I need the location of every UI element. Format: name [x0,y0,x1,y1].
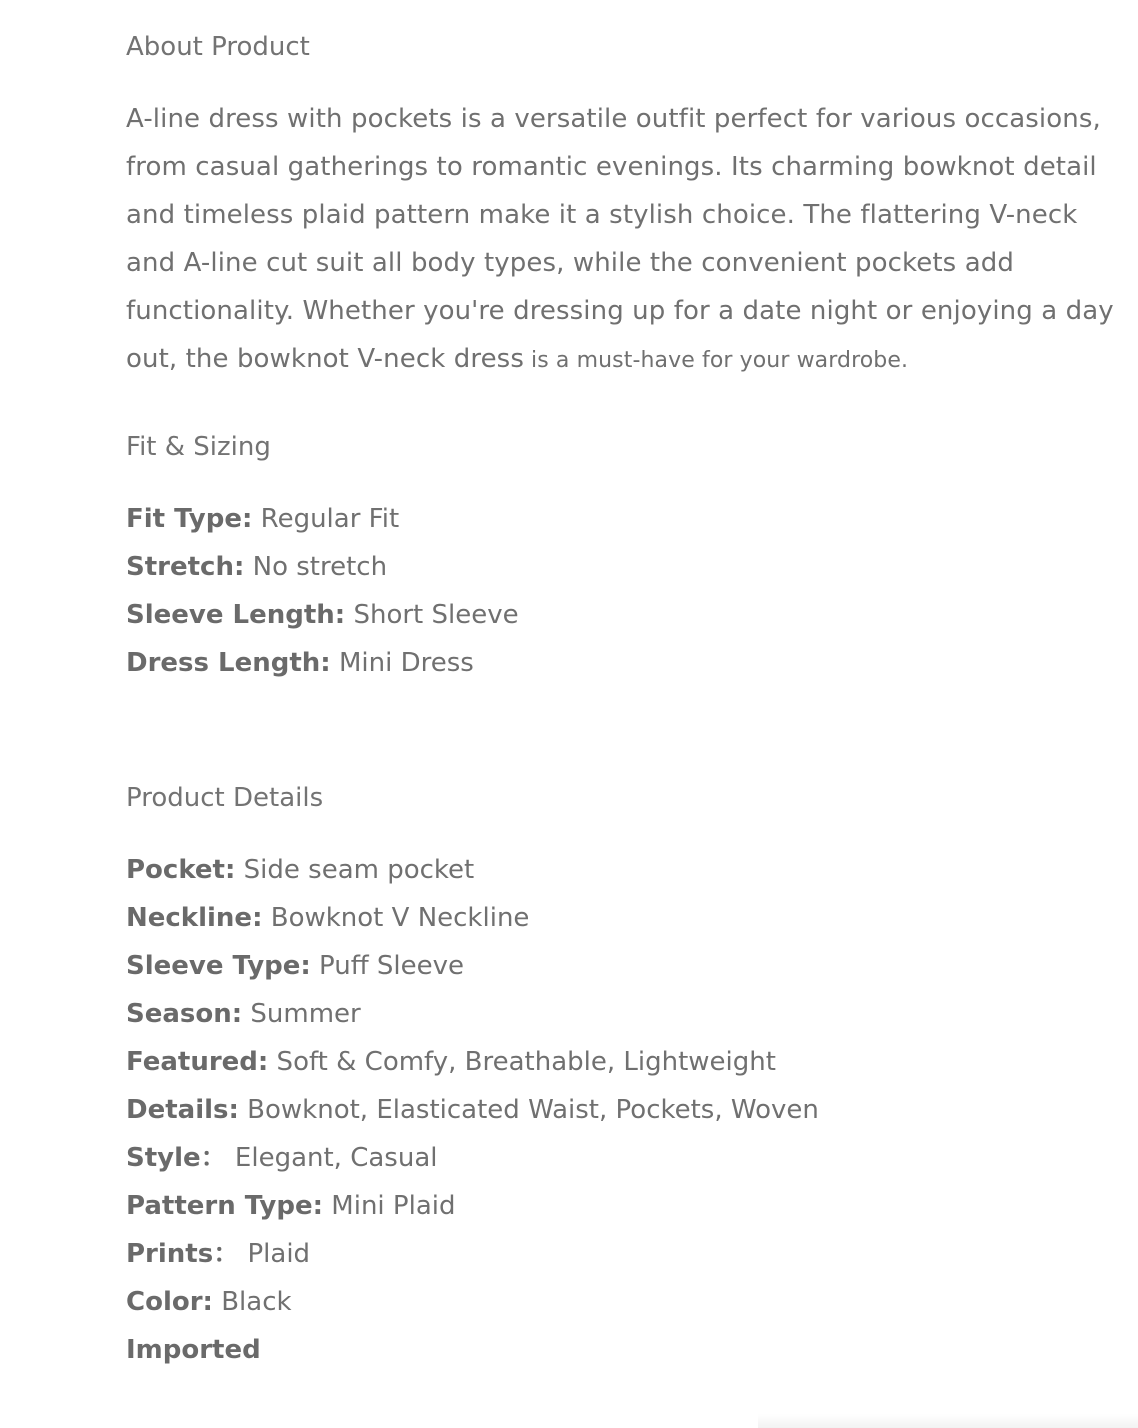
attr-key: Season: [126,999,243,1029]
attr-value: Summer [242,999,361,1029]
attr-key: Pocket: [126,855,236,885]
attr-value: Side seam pocket [235,855,475,885]
attr-value: Bowknot, Elasticated Waist, Pockets, Woven [238,1095,819,1125]
sleeve-length-row [126,591,1116,639]
attr-key: Color: [126,1287,213,1317]
attr-key: Prints： [126,1239,240,1269]
dress-length-row [126,639,1116,687]
pocket-row [126,846,1116,894]
imported-row [126,1326,1116,1374]
season-row [126,990,1116,1038]
attr-key: Fit Type: [126,504,253,534]
attr-key: Details: [126,1095,239,1125]
fit-sizing-heading: Fit & Sizing [126,432,271,462]
about-product-heading: About Product [126,32,310,62]
about-text-main: A-line dress with pockets is a versatile outfit perfect for various occasions, from casual gatherings to romantic evenings. Its charming bowknot detail and timeless plaid pattern make it a stylish choice. The flattering V-neck and A-line cut suit all body types, while the convenient pockets add functionality. Whether you're dressing up for a date night or enjoying a day out, the bowknot V-neck dress [126,104,1114,374]
bottom-edge-shadow [758,1414,1138,1428]
pattern-type-row [126,1182,1116,1230]
fit-sizing-list [126,495,1116,687]
fit-type-row [126,495,1116,543]
attr-key: Sleeve Type: [126,951,311,981]
attr-value: Black [212,1287,292,1317]
attr-key: Sleeve Length: [126,600,346,630]
color-row [126,1278,1116,1326]
about-text-tail: is a must-have for your wardrobe. [523,348,909,373]
sleeve-type-row [126,942,1116,990]
attr-value: Soft & Comfy, Breathable, Lightweight [268,1047,776,1077]
about-product-paragraph [126,95,1116,385]
attr-key: Stretch: [126,552,245,582]
attr-value: No stretch [244,552,388,582]
attr-key: Style： [126,1143,227,1173]
attr-key: Neckline: [126,903,263,933]
attr-value: Plaid [239,1239,311,1269]
attr-value: Mini Plaid [323,1191,456,1221]
attr-value: Bowknot V Neckline [262,903,530,933]
stretch-row [126,543,1116,591]
product-details-heading: Product Details [126,783,324,813]
attr-value: Regular Fit [252,504,400,534]
neckline-row [126,894,1116,942]
prints-row [126,1230,1116,1278]
attr-key: Dress Length: [126,648,331,678]
attr-value: Short Sleeve [345,600,519,630]
product-details-list [126,846,1116,1374]
product-description [126,0,1116,1374]
attr-key: Pattern Type: [126,1191,324,1221]
style-row [126,1134,1116,1182]
attr-value: Elegant, Casual [226,1143,438,1173]
details-row [126,1086,1116,1134]
attr-key: Featured: [126,1047,269,1077]
attr-value: Mini Dress [330,648,474,678]
attr-key: Imported [126,1335,261,1365]
featured-row [126,1038,1116,1086]
attr-value: Puff Sleeve [310,951,465,981]
